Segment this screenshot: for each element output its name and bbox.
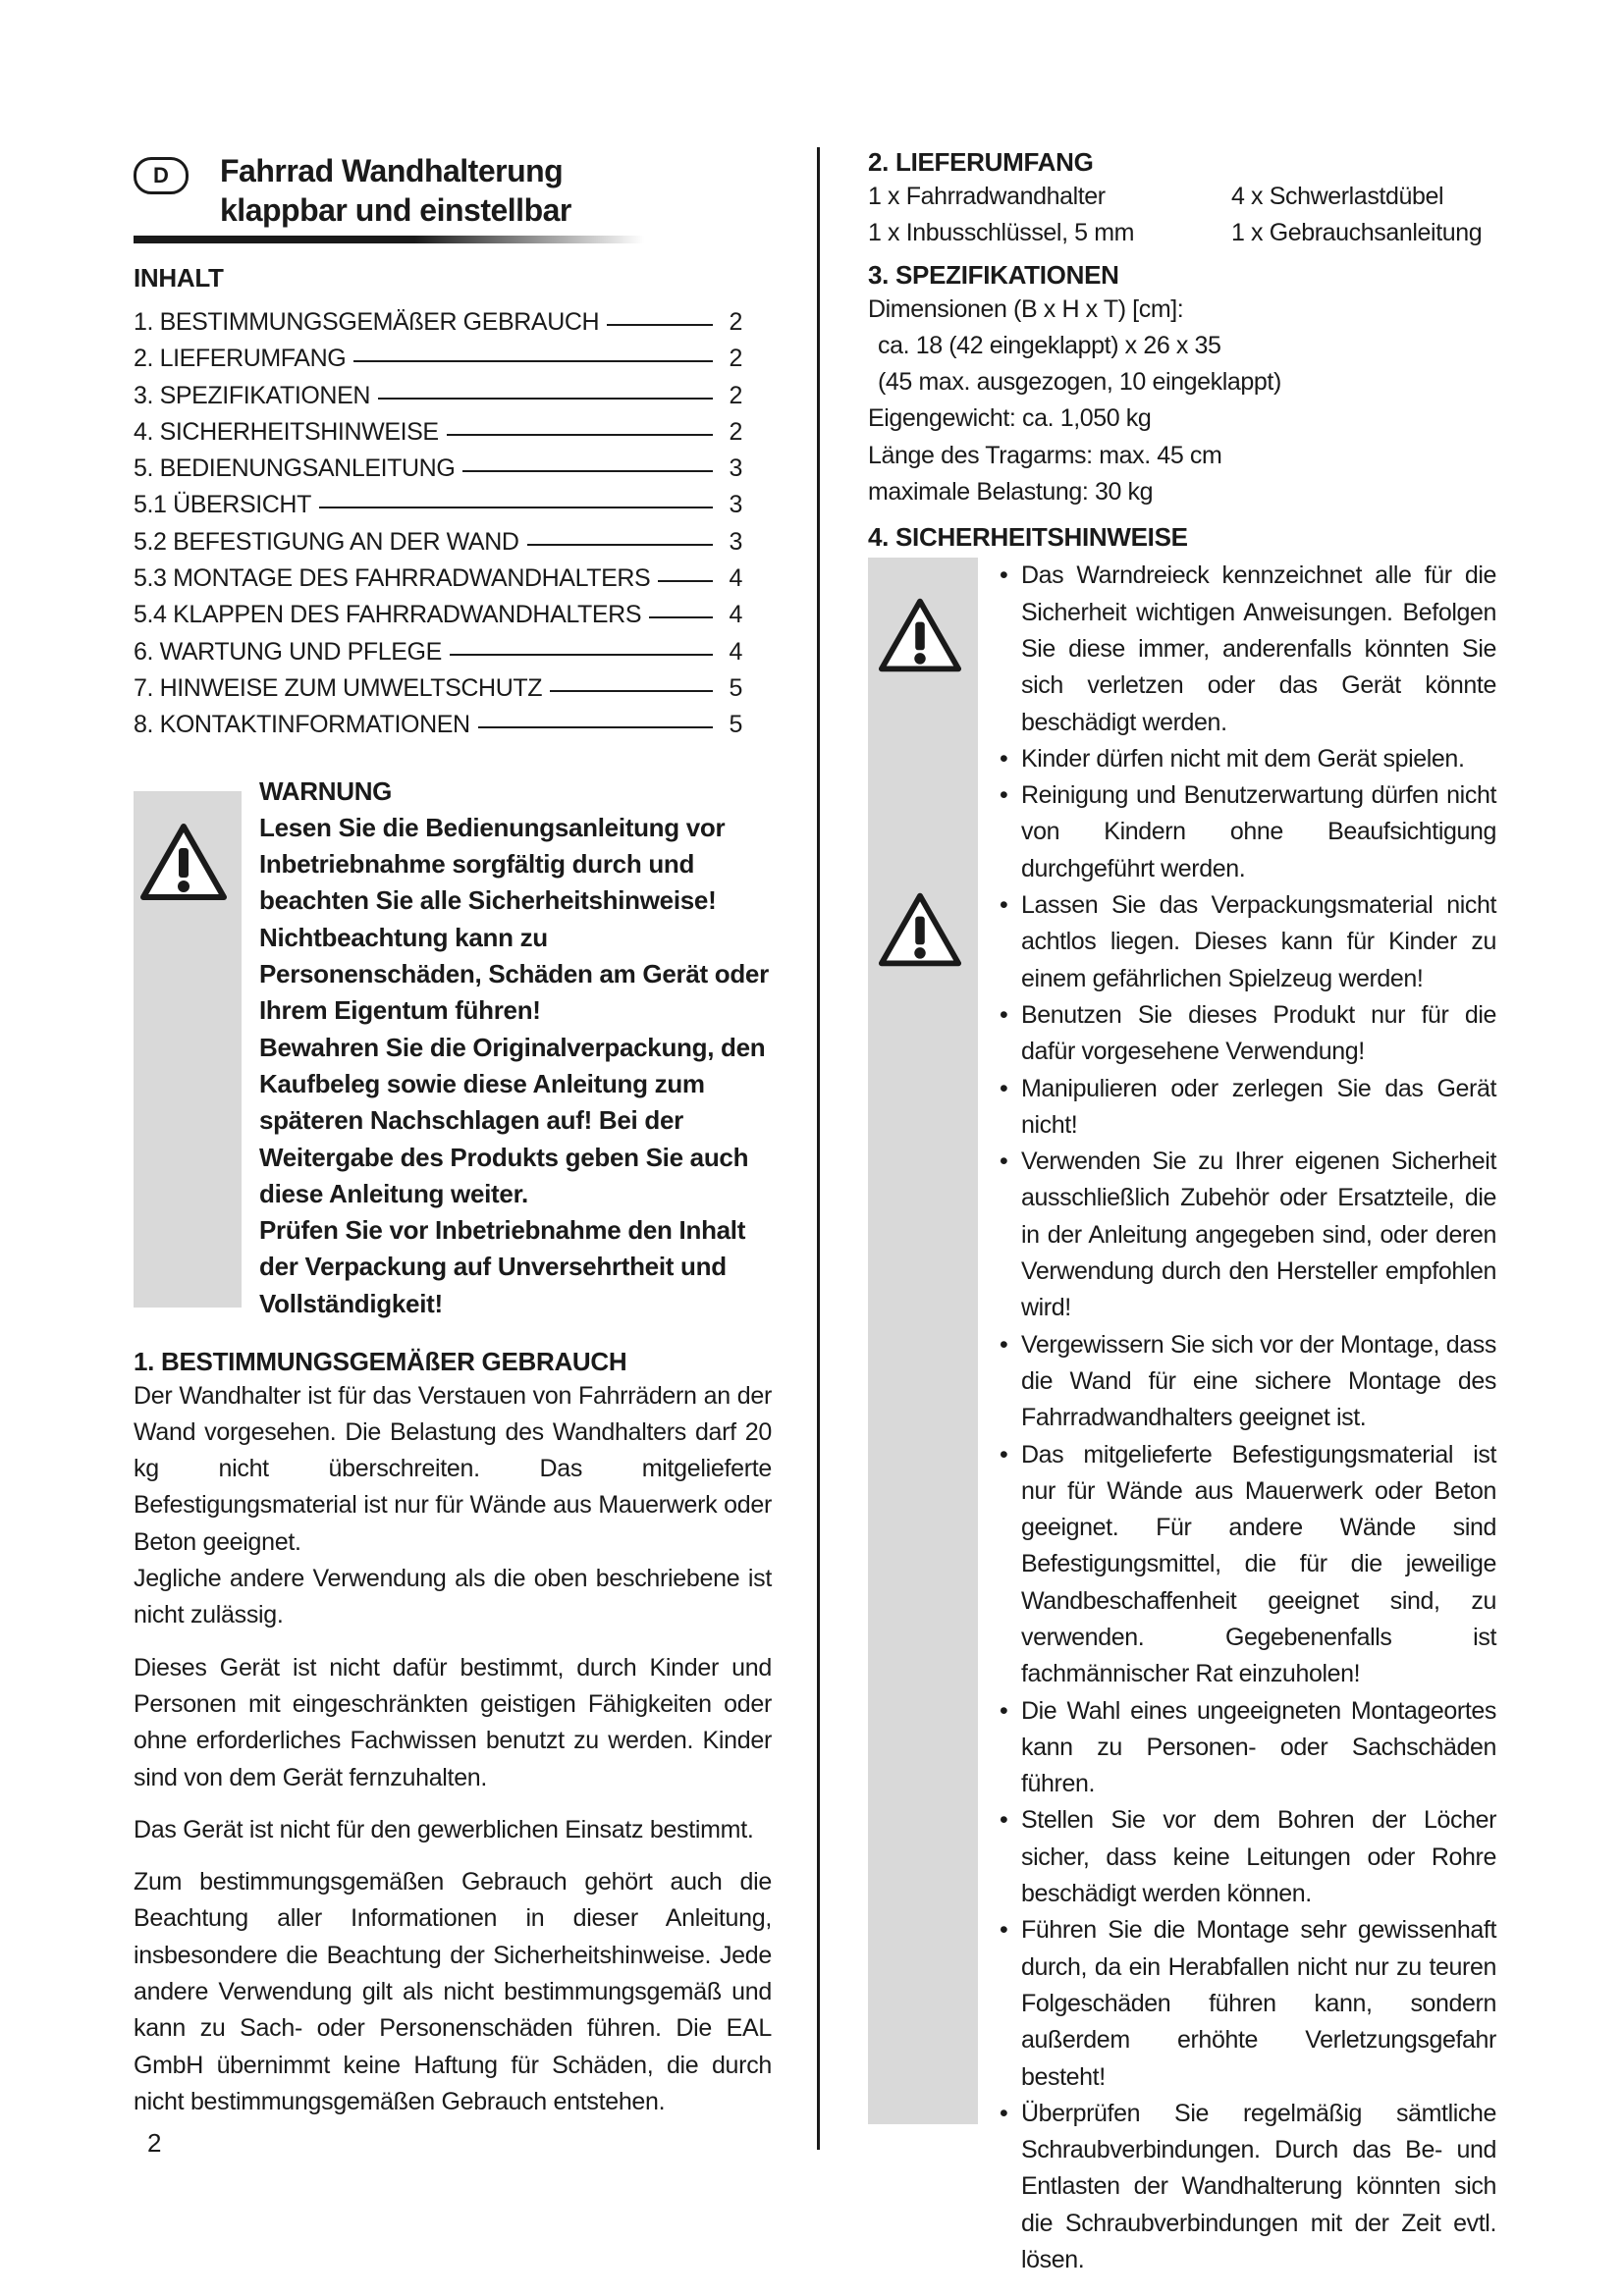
toc-heading: INHALT (134, 263, 224, 293)
spec-line: (45 max. ausgezogen, 10 eingeklappt) (878, 368, 1281, 397)
list-item: • Das Warndreieck kennzeichnet alle für die Sicherheit wichtigen Anweisungen. Befolgen Sie diese immer, anderenfalls könnten Sie sich verletzen oder das Gerät könnte beschädigt werden. (1000, 558, 1496, 740)
warning-paragraph: Lesen Sie die Bedienungsanleitung vor Inbetriebnahme sorgfältig durch und beachten Sie alle Sicherheitshinweise! (259, 812, 726, 916)
toc-entry[interactable] (134, 341, 742, 377)
list-item: • Überprüfen Sie regelmäßig sämtliche Schraubverbindungen. Durch das Be- und Entlasten der Wandhalterung könnten sich die Schraubverbindungen mit der Zeit evtl. lösen. (1000, 2096, 1496, 2278)
section-1-paragraph: Zum bestimmungsgemäßen Gebrauch gehört auch die Beachtung aller Informationen in dieser Anleitung, insbesondere die Beachtung der Sicherheitshinweise. Jede andere Verwendung gilt als nicht bestimmungsgemäß und kann zu Sach- oder Personenschäden führen. Die EAL GmbH übernimmt keine Haftung für Schäden, die durch nicht bestimmungsgemäßen Gebrauch entstehen. (134, 1868, 772, 2115)
toc-entry-label: 5.4 KLAPPEN DES FAHRRADWANDHALTERS (134, 601, 642, 629)
warning-box (134, 774, 772, 1318)
list-item: • Verwenden Sie zu Ihrer eigenen Sicherheit ausschließlich Zubehör oder Ersatzteile, die in der Anleitung angegeben sind, oder deren Verwendung durch den Hersteller empfohlen wird! (1000, 1144, 1496, 1326)
title-line-2: klappbar und einstellbar (220, 192, 571, 228)
toc-entry-label: 2. LIEFERUMFANG (134, 345, 347, 373)
list-item: • Lassen Sie das Verpackungsmaterial nicht achtlos liegen. Dieses kann für Kinder zu einem gefährlichen Spielzeug werden! (1000, 887, 1496, 997)
specifications (868, 292, 1496, 511)
section-1-paragraph: Jegliche andere Verwendung als die oben beschriebene ist nicht zulässig. (134, 1565, 772, 1629)
section-1-paragraph: Das Gerät ist nicht für den gewerblichen Einsatz bestimmt. (134, 1815, 754, 1843)
spec-line: maximale Belastung: 30 kg (868, 478, 1154, 507)
left-column (134, 261, 772, 2120)
toc-entry-label: 5.1 ÜBERSICHT (134, 491, 311, 519)
language-code: D (153, 163, 169, 187)
toc-entry[interactable] (134, 707, 742, 743)
toc-entry[interactable] (134, 524, 742, 561)
section-3-heading: 3. SPEZIFIKATIONEN (868, 259, 1119, 290)
toc-leader (607, 324, 713, 326)
delivery-item: 1 x Gebrauchsanleitung (1231, 219, 1483, 247)
toc-leader (378, 398, 713, 400)
toc-entry-label: 4. SICHERHEITSHINWEISE (134, 417, 439, 446)
toc-entry-page: 4 (729, 564, 742, 593)
toc-entry-label: 8. KONTAKTINFORMATIONEN (134, 711, 470, 739)
toc-entry[interactable] (134, 304, 742, 341)
toc-entry[interactable] (134, 634, 742, 670)
section-2-heading: 2. LIEFERUMFANG (868, 147, 1094, 177)
list-item: • Benutzen Sie dieses Produkt nur für die dafür vorgesehene Verwendung! (1000, 997, 1496, 1071)
toc-entry-page: 2 (729, 381, 742, 409)
toc-entry-page: 3 (729, 527, 742, 556)
spec-line: ca. 18 (42 eingeklappt) x 26 x 35 (878, 331, 1221, 359)
toc-entry-page: 4 (729, 637, 742, 666)
warning-paragraph: Prüfen Sie vor Inbetriebnahme den Inhalt der Verpackung auf Unversehrtheit und Vollständigkeit! (259, 1215, 746, 1318)
column-divider (817, 147, 820, 2150)
toc-entry-label: 6. WARTUNG UND PFLEGE (134, 637, 442, 666)
section-1-paragraph: Dieses Gerät ist nicht dafür bestimmt, durch Kinder und Personen mit eingeschränkten geistigen Fähigkeiten oder ohne erforderliches Fachwissen benutzt zu werden. Kinder sind von dem Gerät fernzuhalten. (134, 1653, 772, 1791)
warning-triangle-icon (878, 597, 962, 673)
toc-entry-label: 5.2 BEFESTIGUNG AN DER WAND (134, 527, 519, 556)
list-item: • Manipulieren oder zerlegen Sie das Gerät nicht! (1000, 1071, 1496, 1145)
list-item: • Vergewissern Sie sich vor der Montage, dass die Wand für eine sichere Montage des Fahrradwandhalters geeignet ist. (1000, 1327, 1496, 1437)
toc-entry-page: 3 (729, 454, 742, 483)
title-line-1: Fahrrad Wandhalterung (220, 153, 564, 188)
delivery-item: 4 x Schwerlastdübel (1231, 183, 1444, 210)
spec-line: Länge des Tragarms: max. 45 cm (868, 441, 1222, 469)
toc-entry-label: 7. HINWEISE ZUM UMWELTSCHUTZ (134, 673, 543, 702)
toc-entry-page: 3 (729, 491, 742, 519)
toc-entry-label: 5. BEDIENUNGSANLEITUNG (134, 454, 456, 483)
title-underline (134, 236, 644, 243)
toc-entry-page: 5 (729, 711, 742, 739)
safety-notes (868, 558, 1496, 2278)
toc-entry[interactable] (134, 561, 742, 597)
warning-title: WARNUNG (259, 775, 393, 806)
toc-entry[interactable] (134, 378, 742, 414)
toc-entry-page: 2 (729, 345, 742, 373)
section-1-heading: 1. BESTIMMUNGSGEMÄßER GEBRAUCH (134, 1346, 627, 1376)
toc-entry-label: 1. BESTIMMUNGSGEMÄßER GEBRAUCH (134, 308, 600, 336)
toc-entry-page: 2 (729, 417, 742, 446)
section-4-heading: 4. SICHERHEITSHINWEISE (868, 522, 1188, 553)
warning-paragraph: Nichtbeachtung kann zu Personenschäden, Schäden am Gerät oder Ihrem Eigentum führen! (259, 922, 769, 1026)
warning-triangle-icon (139, 823, 228, 901)
warning-text (259, 774, 770, 1322)
list-item: • Das mitgelieferte Befestigungsmaterial ist nur für Wände aus Mauerwerk oder Beton geeignet. Für andere Wände sind Befestigungsmittel, die für die jeweilige Wandbeschaffenheit geeignet sind, zu verwenden. Gegebenenfalls ist fachmännischer Rat einzuholen! (1000, 1437, 1496, 1693)
toc-leader (450, 654, 713, 656)
language-badge (134, 157, 189, 194)
toc-leader (550, 690, 713, 692)
section-1-paragraph: Der Wandhalter ist für das Verstauen von Fahrrädern an der Wand vorgesehen. Die Belastung des Wandhalters darf 20 kg nicht überschreiten. Das mitgelieferte Befestigungsmaterial ist nur für Wände aus Mauerwerk oder Beton geeignet. (134, 1381, 772, 1556)
toc-entry[interactable] (134, 451, 742, 487)
list-item: • Stellen Sie vor dem Bohren der Löcher sicher, dass keine Leitungen oder Rohre beschädigt werden können. (1000, 1802, 1496, 1912)
toc-entry[interactable] (134, 597, 742, 633)
toc-leader (353, 360, 713, 362)
list-item: • Reinigung und Benutzerwartung dürfen nicht von Kindern ohne Beaufsichtigung durchgeführt werden. (1000, 777, 1496, 887)
toc-entry-label: 5.3 MONTAGE DES FAHRRADWANDHALTERS (134, 564, 651, 593)
toc-leader (447, 434, 713, 436)
warning-triangle-icon (878, 891, 962, 968)
warning-paragraph: Bewahren Sie die Originalverpackung, den Kaufbeleg sowie diese Anleitung zum späteren Nachschlagen auf! Bei der Weitergabe des Produkts geben Sie auch diese Anleitung weiter. (259, 1032, 766, 1208)
spec-line: Dimensionen (B x H x T) [cm]: (868, 294, 1184, 323)
table-of-contents (134, 304, 772, 744)
list-item: • Führen Sie die Montage sehr gewissenhaft durch, da ein Herabfallen nicht nur zu teuren Folgeschäden führen kann, sondern außerdem erhöhte Verletzungsgefahr besteht! (1000, 1912, 1496, 2095)
delivery-item: 1 x Inbusschlüssel, 5 mm (868, 219, 1135, 247)
toc-leader (478, 726, 713, 728)
toc-entry-page: 4 (729, 601, 742, 629)
page-number: 2 (147, 2128, 162, 2158)
toc-leader (649, 616, 713, 618)
toc-entry[interactable] (134, 670, 742, 707)
toc-leader (527, 544, 713, 546)
toc-entry-page: 5 (729, 673, 742, 702)
list-item: • Die Wahl eines ungeeigneten Montageortes kann zu Personen- oder Sachschäden führen. (1000, 1693, 1496, 1803)
toc-leader (462, 470, 713, 472)
toc-entry[interactable] (134, 414, 742, 451)
document-title (220, 151, 571, 230)
toc-entry-label: 3. SPEZIFIKATIONEN (134, 381, 370, 409)
safety-strip (868, 558, 978, 2124)
toc-leader (319, 507, 713, 508)
delivery-item: 1 x Fahrradwandhalter (868, 183, 1106, 210)
delivery-scope-list (868, 179, 1496, 252)
toc-entry-page: 2 (729, 308, 742, 336)
toc-leader (658, 580, 713, 582)
list-item: • Kinder dürfen nicht mit dem Gerät spielen. (1000, 741, 1496, 777)
right-column (868, 145, 1496, 2278)
spec-line: Eigengewicht: ca. 1,050 kg (868, 404, 1152, 433)
toc-entry[interactable] (134, 487, 742, 523)
